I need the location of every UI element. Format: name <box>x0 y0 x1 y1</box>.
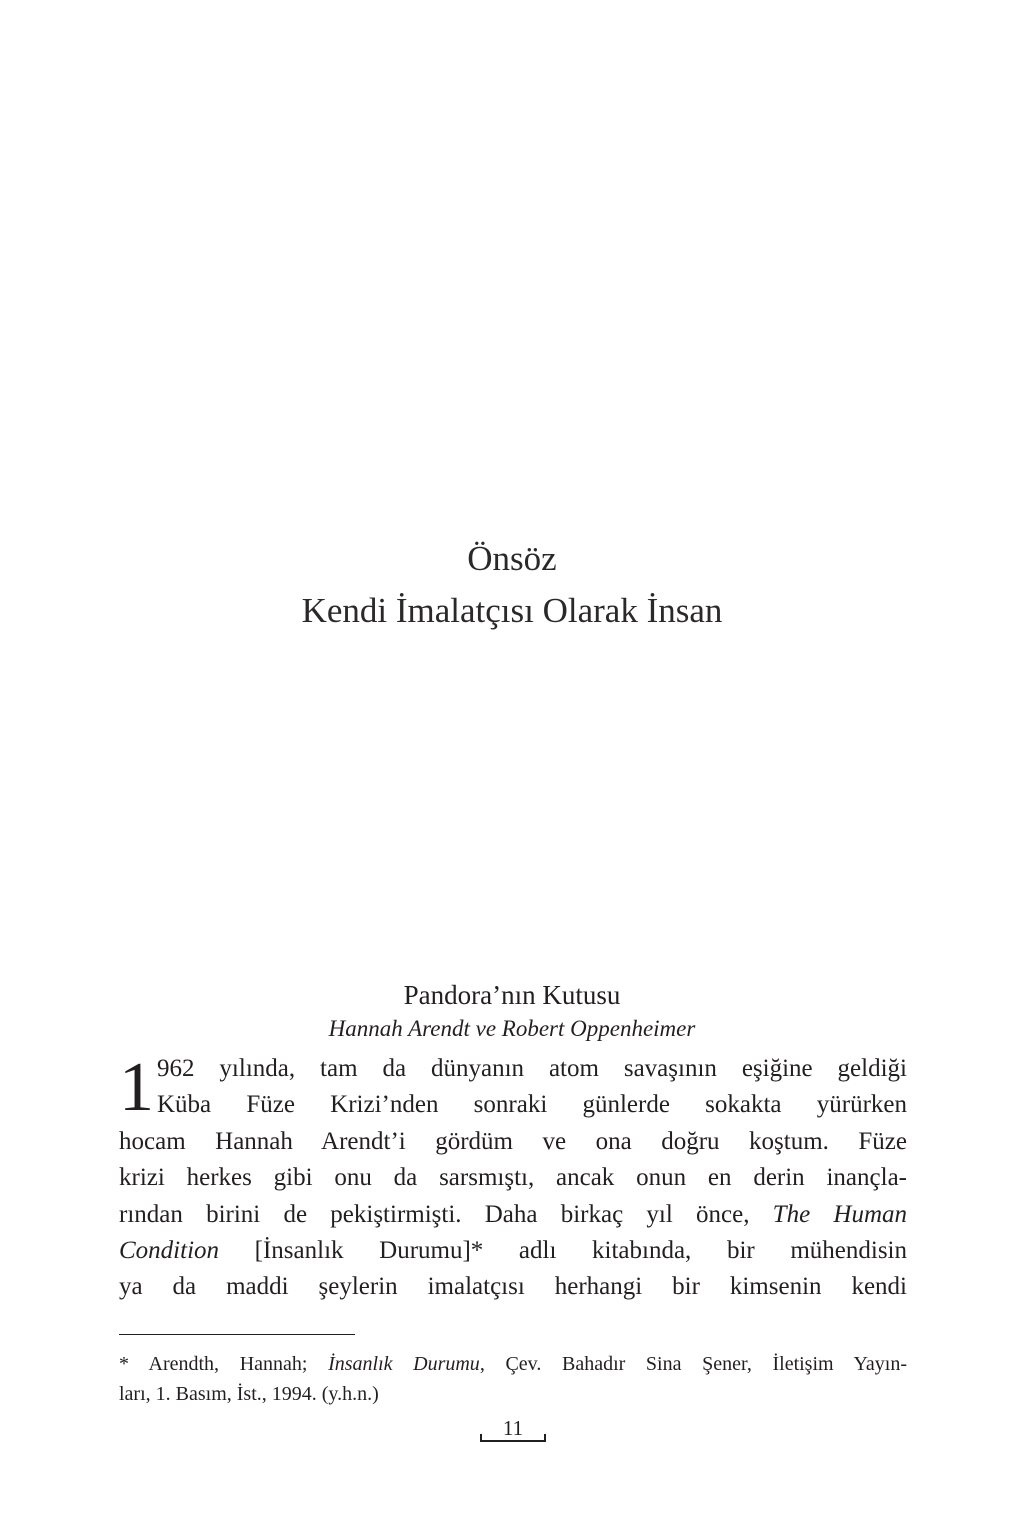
book-title-italic: The Human <box>772 1200 907 1228</box>
footnote-prefix: * Arendth, Hannah; <box>119 1353 329 1375</box>
footnote-line: ları, 1. Basım, İst., 1994. (y.h.n.) <box>119 1383 379 1405</box>
footnote-rest: , Çev. Bahadır Sina Şener, İletişim Yayın- <box>479 1353 907 1375</box>
chapter-heading <box>0 533 1024 637</box>
footnote-divider <box>119 1334 355 1335</box>
section-title: Pandora’nın Kutusu <box>403 980 621 1010</box>
body-line: Küba Füze Krizi’nden sonraki günlerde sokakta yürürken <box>157 1091 907 1119</box>
body-line <box>119 1197 907 1233</box>
page-number-tick-right <box>544 1434 546 1442</box>
chapter-label: Önsöz <box>467 539 557 578</box>
page-number-tick-left <box>480 1434 482 1442</box>
body-line: ya da maddi şeylerin imalatçısı herhangi bir kimsenin kendi <box>119 1273 907 1301</box>
book-title-italic: Condition <box>119 1237 220 1265</box>
body-paragraph <box>119 1051 907 1306</box>
page-number-block <box>480 1416 546 1444</box>
body-line: krizi herkes gibi onu da sarsmıştı, ancak onun en derin inançla- <box>119 1164 907 1192</box>
body-line: hocam Hannah Arendt’i gördüm ve ona doğru koştum. Füze <box>119 1127 907 1155</box>
footnote <box>119 1349 907 1409</box>
footnote-italic-title: İnsanlık Durumu <box>328 1353 480 1375</box>
body-line-text: [İnsanlık Durumu]* adlı kitabında, bir mühendisin <box>219 1237 907 1265</box>
page-number: 11 <box>502 1416 524 1440</box>
drop-cap: 1 <box>119 1049 154 1126</box>
chapter-title: Kendi İmalatçısı Olarak İnsan <box>301 591 723 630</box>
body-line: 962 yılında, tam da dünyanın atom savaşının eşiğine geldiği <box>157 1055 907 1082</box>
footnote-line <box>119 1349 907 1379</box>
section-subtitle: Hannah Arendt ve Robert Oppenheimer <box>328 1016 696 1041</box>
body-line-text: rından birini de pekiştirmişti. Daha birkaç yıl önce, <box>119 1200 773 1228</box>
body-line <box>119 1233 907 1269</box>
page-number-rule <box>480 1440 546 1442</box>
